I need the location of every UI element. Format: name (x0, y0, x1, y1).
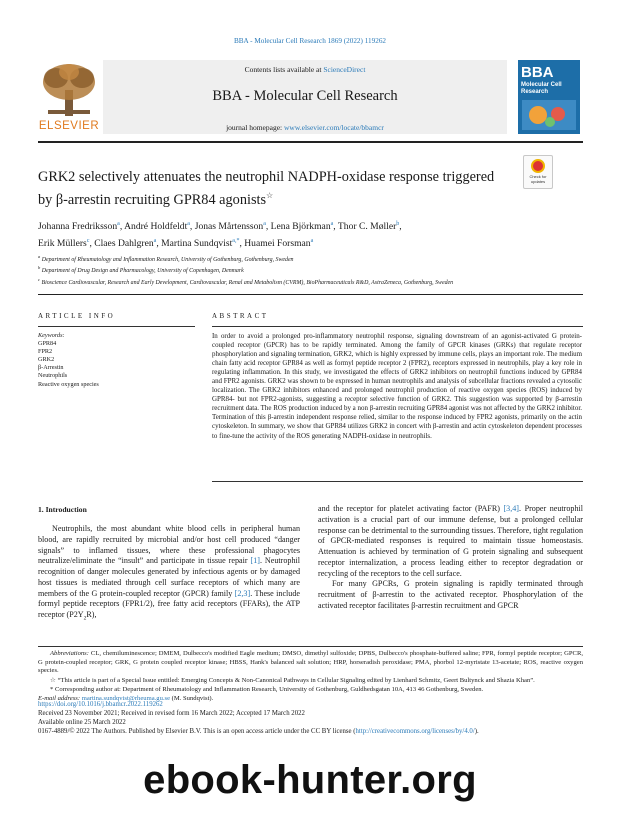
author-separator: , (156, 238, 162, 250)
intro-paragraph-1 (38, 524, 300, 624)
author-affiliation-mark[interactable]: a (187, 221, 190, 227)
license-line (38, 727, 583, 736)
footnote-rule (38, 646, 583, 647)
abbreviations-text: CL, chemiluminescence; DMEM, Dulbecco's modified Eagle medium; DMSO, dimethyl sulfoxide; DPBS, Dulbecco's phosphate-buffered saline; FPR, formyl peptide receptor; GPCR, G protein-coupled receptor; GRK, G protein coupled receptor kinase; HBSS, Hank's balanced salt solution; HRP, horseradish peroxidase; PMA, phorbol 12-myristate 13-acetate; ROS, reactive oxygen species. (38, 650, 583, 675)
received-dates: Received 23 November 2021; Received in revised form 16 March 2022; Accepted 17 March 2022 (38, 710, 305, 717)
email-suffix: (M. Sundqvist). (170, 694, 214, 702)
author-name[interactable]: André Holdfeldt (124, 221, 188, 233)
keyword-item: β-Arrestin (38, 364, 64, 372)
intro-paragraph-2: For many GPCRs, G protein signaling is rapidly terminated through recruitment of β-arrestin to the activated receptor. Phosphorylation of the activated receptor facilitates β-arrestin recruitment and GPCR (318, 579, 583, 610)
intro-paragraph-1-cont (318, 504, 583, 579)
author-name[interactable]: Lena Björkman (270, 221, 331, 233)
intro-text: . Proper neutrophil activation is a crucial part of our immune defense, but a prolonged cellular response can be detrimental to the surrounding tissues. Therefore, tight regulation of GPCR-mediated responses is required to maintain tissue homeostasis. Attenuation is achieved by termination of G protein signaling and subsequent receptor internalization, a process leading either to receptor degradation or recycling of the receptors to the cell surface. (318, 504, 583, 578)
abstract-rule (212, 326, 583, 327)
cover-subtitle: Molecular Cell Research (521, 82, 562, 95)
introduction-heading: 1. Introduction (38, 505, 87, 514)
special-issue-text: “This article is part of a Special Issue entitled: Emerging Concepts & Non-Canonical Pathways in Cellular Signaling edited by Lienhard Schmitz, Geert Bultynck and Shazia Khan”. (55, 676, 535, 684)
contents-prefix: Contents lists available at (244, 65, 324, 74)
author-name[interactable]: Johanna Fredriksson (38, 221, 118, 233)
author-separator: , (333, 221, 338, 233)
footnotes (38, 650, 583, 705)
contents-line (103, 65, 507, 74)
intro-right-column (318, 504, 583, 612)
article-title-text: GRK2 selectively attenuates the neutrophil NADPH-oxidase response triggered by β-arrestin recruiting GPR84 agonists (38, 169, 495, 208)
author-list (38, 217, 578, 251)
author-name[interactable]: Claes Dahlgren (94, 238, 154, 250)
intro-left-column (38, 524, 300, 624)
intro-text: and the receptor for platelet activating factor (PAFR) (318, 504, 504, 513)
affiliation-mark: b (38, 265, 41, 271)
check-for-updates-badge[interactable] (523, 155, 553, 189)
abstract-bottom-rule (212, 481, 583, 482)
keyword-item: Reactive oxygen species (38, 380, 99, 388)
keywords-label: Keywords: (38, 332, 65, 339)
intro-text: . Neutrophil recognition of danger molecules generated by infectious agents or by damaged host tissues is mediated through cell surface receptors of which many are members of the G protein-coupled receptor (GPCR) family (38, 556, 300, 598)
affiliation-text: Department of Rheumatology and Inflammation Research, University of Gothenburg, Gothenburg, Sweden (40, 256, 294, 263)
keywords-block (38, 332, 198, 389)
header-rule (38, 141, 583, 143)
cover-graphic (522, 100, 576, 130)
abbreviations-footnote (38, 650, 583, 676)
abstract-heading: ABSTRACT (212, 312, 269, 320)
journal-citation[interactable]: BBA - Molecular Cell Research 1869 (2022) 119262 (233, 37, 387, 45)
keyword-item: Neutrophils (38, 372, 68, 380)
intro-text: R), (86, 610, 97, 619)
journal-cover (518, 60, 580, 134)
affiliation-mark: c (38, 276, 40, 282)
author-affiliation-mark[interactable]: a,* (232, 238, 240, 245)
citation-link[interactable]: [3,4] (503, 504, 519, 513)
author-affiliation-mark[interactable]: b (396, 221, 400, 227)
homepage-line (103, 123, 507, 132)
intro-text: Neutrophils, the most abundant white blood cells in peripheral human blood, are rapidly recruited by microbial and/or host cell produced “danger signals” to inflamed tissues, where these professional phagocytes neutralize/eliminate the “insult” and participate in tissue repair (38, 524, 300, 566)
check-updates-icon (531, 159, 545, 173)
author-separator: , (189, 221, 195, 233)
author-affiliation-mark[interactable]: c (86, 238, 90, 245)
cover-code: BBA (521, 64, 554, 81)
footnote-mark: ☆ (50, 676, 56, 684)
keyword-item: GPR84 (38, 340, 57, 348)
author-affiliation-mark[interactable]: a (263, 221, 266, 227)
author-affiliation-mark[interactable]: a (117, 221, 120, 227)
author-name[interactable]: Jonas Mårtensson (194, 221, 264, 233)
article-title (38, 169, 508, 209)
article-info-rule (38, 326, 195, 327)
author-name[interactable]: Thor C. Møller (337, 221, 397, 233)
author-separator: , (399, 221, 402, 233)
email-label: E-mail address: (38, 694, 81, 702)
author-affiliation-mark[interactable]: a (330, 221, 334, 227)
title-footnote-mark[interactable]: ☆ (266, 190, 274, 200)
check-updates-label: Check for updates (529, 174, 547, 184)
affiliations (38, 253, 558, 287)
subscript: 2 (83, 615, 87, 622)
author-separator: , (239, 238, 245, 250)
author-separator: , (89, 238, 95, 250)
author-affiliation-mark[interactable]: a (153, 238, 157, 245)
citation-link[interactable]: [1] (250, 556, 260, 566)
email-link[interactable]: martina.sundqvist@rheuma.gu.se (81, 694, 171, 702)
publisher-wordmark: ELSEVIER (38, 120, 100, 132)
keyword-item: FPR2 (38, 348, 53, 356)
author-name[interactable]: Huamei Forsman (244, 238, 311, 250)
author-separator: , (265, 221, 271, 233)
publication-info (38, 700, 583, 736)
homepage-prefix: journal homepage: (226, 123, 284, 132)
license-link[interactable]: http://creativecommons.org/licenses/by/4.0/ (355, 728, 475, 735)
license-prefix: 0167-4889/© 2022 The Authors. Published by Elsevier B.V. This is an open access article under the CC BY license ( (38, 728, 356, 735)
abstract-text: In order to avoid a prolonged pro-inflammatory neutrophil response, signaling downstream of an agonist-activated G protein-coupled receptor (GPCR) has to be rapidly terminated. Among the family of GPCR kinases (GRKs) that regulate receptor phosphorylation and signaling termination, GRK2, which is highly expressed by immune cells, plays an important role. The medium chain fatty acid receptor GPR84 as well as formyl peptide receptor 2 (FPR2), receptors expressed in neutrophils, play a key role in regulating inflammation. In this study, we investigated the effects of GRK2 inhibitors on neutrophil functions induced by GPR84 and FPR2 agonists. GRK2 was shown to be expressed in human neutrophils and analysis of subcellular fractions revealed a cytosolic localization. The GRK2 inhibitors enhanced and prolonged neutrophil production of reactive oxygen species (ROS) induced by GPR84- but not FPR2-agonists, suggesting a receptor selective function of GRK2. This suggestion was supported by β-arrestin recruitment data. The ROS production induced by a non β-arrestin recruiting GPR84 agonist was not affected by the GRK2 inhibitor. Termination of this β-arrestin independent response relied, similar to the response induced by FPR2 agonists, primarily on the actin cytoskeleton. In summary, we show that GPR84 utilizes GRK2 in concert with β-arrestin and actin cytoskeleton dependent processes to fine-tune the activity of the ROS generating NADPH-oxidase in neutrophils. (212, 332, 582, 440)
affiliation-item (38, 276, 558, 287)
affiliation-text: Department of Drug Design and Pharmacology, University of Copenhagen, Denmark (40, 268, 244, 275)
affiliation-text: Bioscience Cardiovascular, Research and Early Development, Cardiovascular, Renal and Metabolism (CVRM), BioPharmaceuticals R&D, AstraZeneca, Gothenburg, Sweden (40, 279, 454, 286)
section-rule (38, 294, 583, 295)
citation-link[interactable]: [2,3] (234, 588, 251, 598)
affiliation-item (38, 264, 558, 275)
author-affiliation-mark[interactable]: a (310, 238, 314, 245)
author-separator: , (119, 221, 125, 233)
watermark: ebook-hunter.org (143, 758, 477, 802)
special-issue-footnote (38, 677, 583, 686)
author-name[interactable]: Martina Sundqvist (161, 238, 233, 250)
corresponding-author-text: Corresponding author at: Department of Rheumatology and Inflammation Research, University of Gothenburg, Guldhedsgatan 10A, 413 46 Gothenburg, Sweden. (53, 686, 484, 694)
sciencedirect-link[interactable]: ScienceDirect (323, 65, 366, 74)
affiliation-item (38, 253, 558, 264)
footnote-mark: * (50, 686, 54, 694)
license-suffix: ). (474, 728, 479, 735)
doi-link[interactable]: https://doi.org/10.1016/j.bbamcr.2022.119262 (38, 701, 163, 708)
journal-title: BBA - Molecular Cell Research (212, 88, 398, 104)
article-info-heading: ARTICLE INFO (38, 312, 116, 320)
available-online: Available online 25 March 2022 (38, 719, 126, 726)
intro-text: . These include formyl peptide receptors (FPR1/2), free fatty acid receptors (FFARs), the ATP receptor (P2Y (38, 588, 300, 619)
keyword-item: GRK2 (38, 356, 55, 364)
author-name[interactable]: Erik Müllers (38, 238, 87, 250)
abbreviations-label: Abbreviations: (50, 650, 89, 657)
homepage-link[interactable]: www.elsevier.com/locate/bbamcr (284, 123, 384, 132)
keyword-list (38, 340, 198, 389)
affiliation-mark: a (38, 254, 41, 259)
